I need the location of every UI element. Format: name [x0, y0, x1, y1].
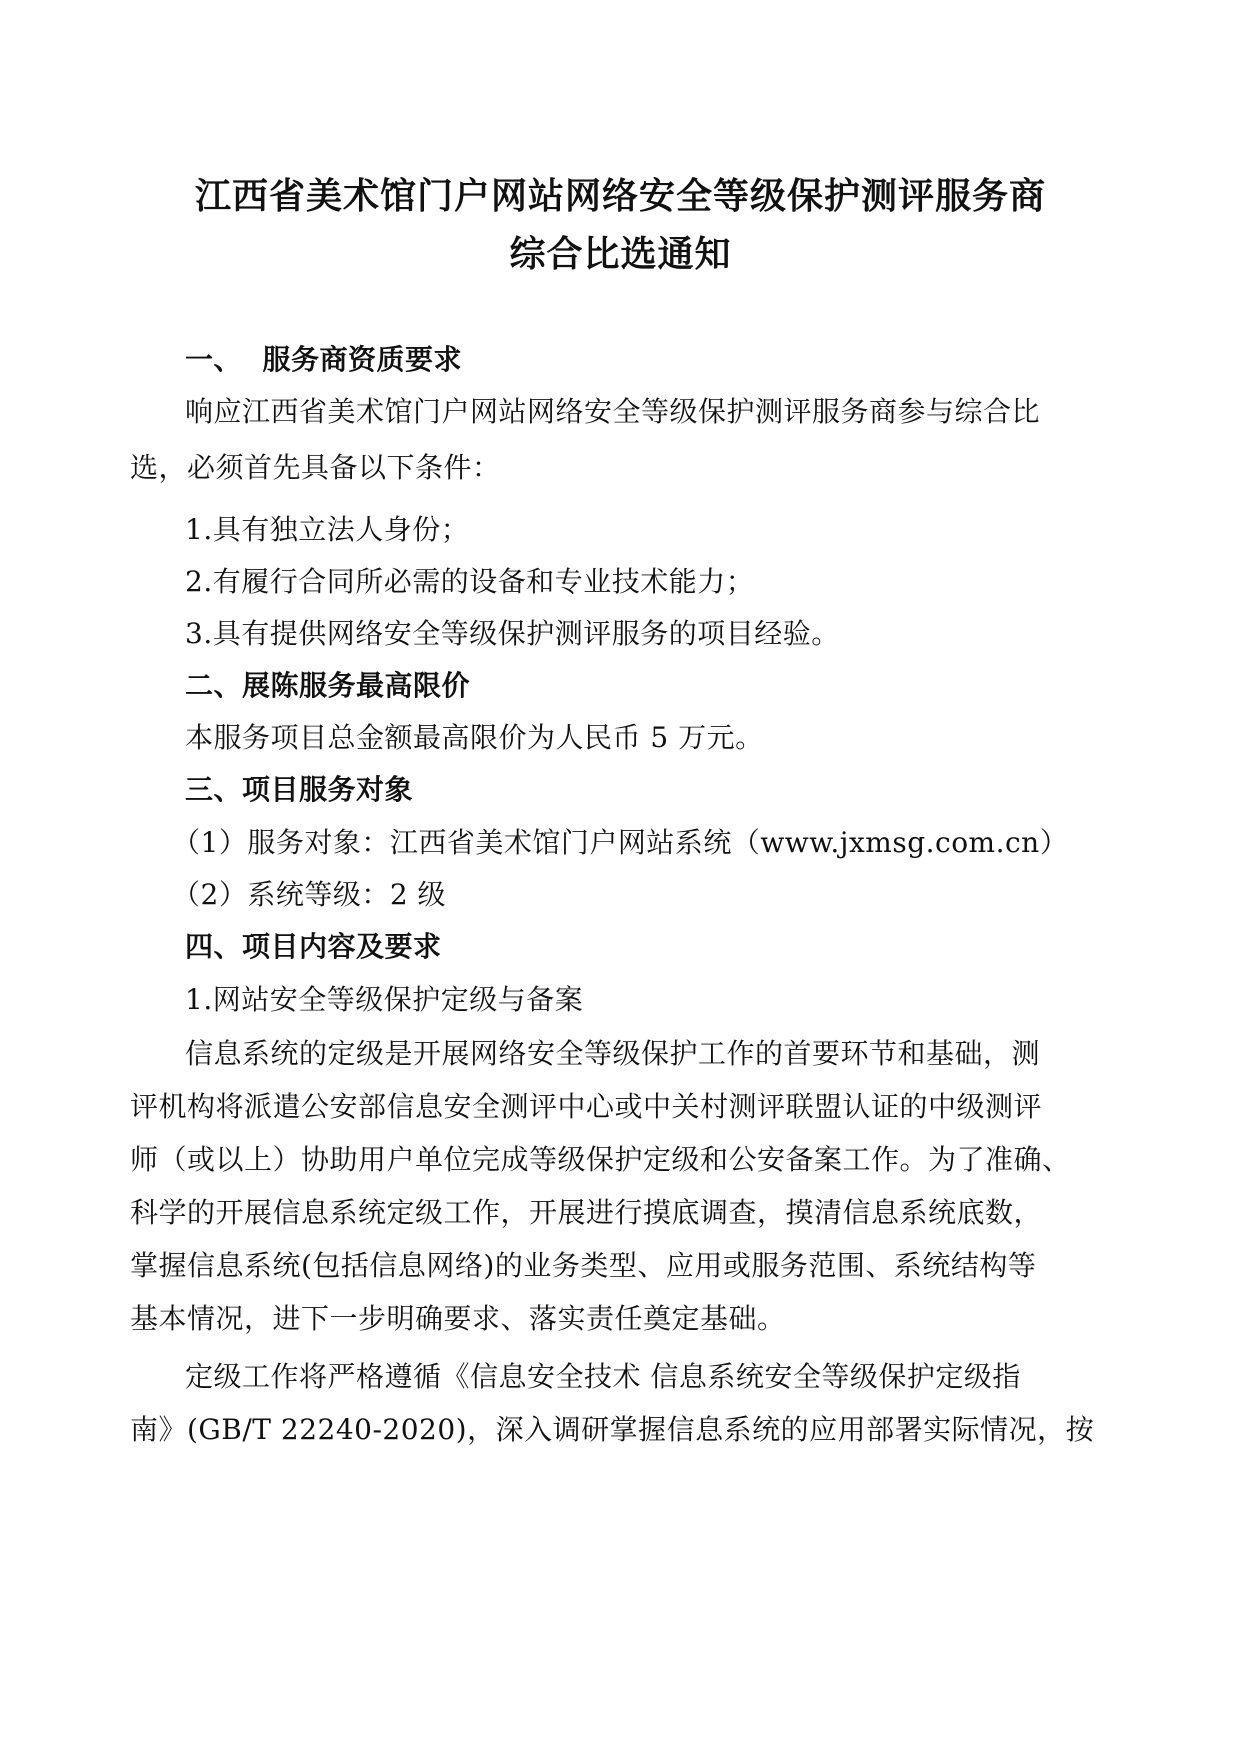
- section-4-para-1-line-5: 掌握信息系统(包括信息网络)的业务类型、应用或服务范围、系统结构等: [130, 1249, 1037, 1282]
- section-4-para-1-line-1: 信息系统的定级是开展网络安全等级保护工作的首要环节和基础，测: [185, 1037, 1041, 1070]
- section-4-para-1-line-6: 基本情况，进下一步明确要求、落实责任奠定基础。: [130, 1302, 786, 1335]
- section-4-para-2-line-2: 南》(GB/T 22240-2020)，深入调研掌握信息系统的应用部署实际情况，按: [130, 1413, 1095, 1446]
- section-4-para-1-line-4: 科学的开展信息系统定级工作，开展进行摸底调查，摸清信息系统底数，: [130, 1196, 1043, 1229]
- section-1-intro-line-1: 响应江西省美术馆门户网站网络安全等级保护测评服务商参与综合比: [185, 395, 1041, 428]
- section-3-item-1: （1）服务对象：江西省美术馆门户网站系统（www.jxmsg.com.cn）: [172, 826, 1069, 859]
- section-3-item-2: （2）系统等级：2 级: [172, 878, 447, 911]
- section-1-intro-line-2: 选，必须首先具备以下条件：: [130, 451, 501, 484]
- document-title-line-1: 江西省美术馆门户网站网络安全等级保护测评服务商: [194, 176, 1046, 217]
- document-title-line-2: 综合比选通知: [509, 234, 732, 275]
- section-1-item-1: 1.具有独立法人身份；: [185, 513, 470, 546]
- section-1-heading: 一、 服务商资质要求: [185, 343, 462, 376]
- section-4-para-2-line-1: 定级工作将严格遵循《信息安全技术 信息系统安全等级保护定级指: [185, 1360, 1021, 1393]
- section-4-subheading: 1.网站安全等级保护定级与备案: [185, 983, 584, 1016]
- section-2-heading: 二、展陈服务最高限价: [185, 669, 471, 702]
- section-1-item-3: 3.具有提供网络安全等级保护测评服务的项目经验。: [185, 617, 840, 650]
- section-4-para-1-line-2: 评机构将派遣公安部信息安全测评中心或中关村测评联盟认证的中级测评: [130, 1090, 1043, 1123]
- section-2-text: 本服务项目总金额最高限价为人民币 5 万元。: [185, 721, 764, 754]
- section-4-heading: 四、项目内容及要求: [185, 930, 442, 963]
- section-4-para-1-line-3: 师（或以上）协助用户单位完成等级保护定级和公安备案工作。为了准确、: [130, 1143, 1071, 1176]
- section-3-heading: 三、项目服务对象: [185, 773, 414, 806]
- section-1-item-2: 2.有履行合同所必需的设备和专业技术能力；: [185, 565, 755, 598]
